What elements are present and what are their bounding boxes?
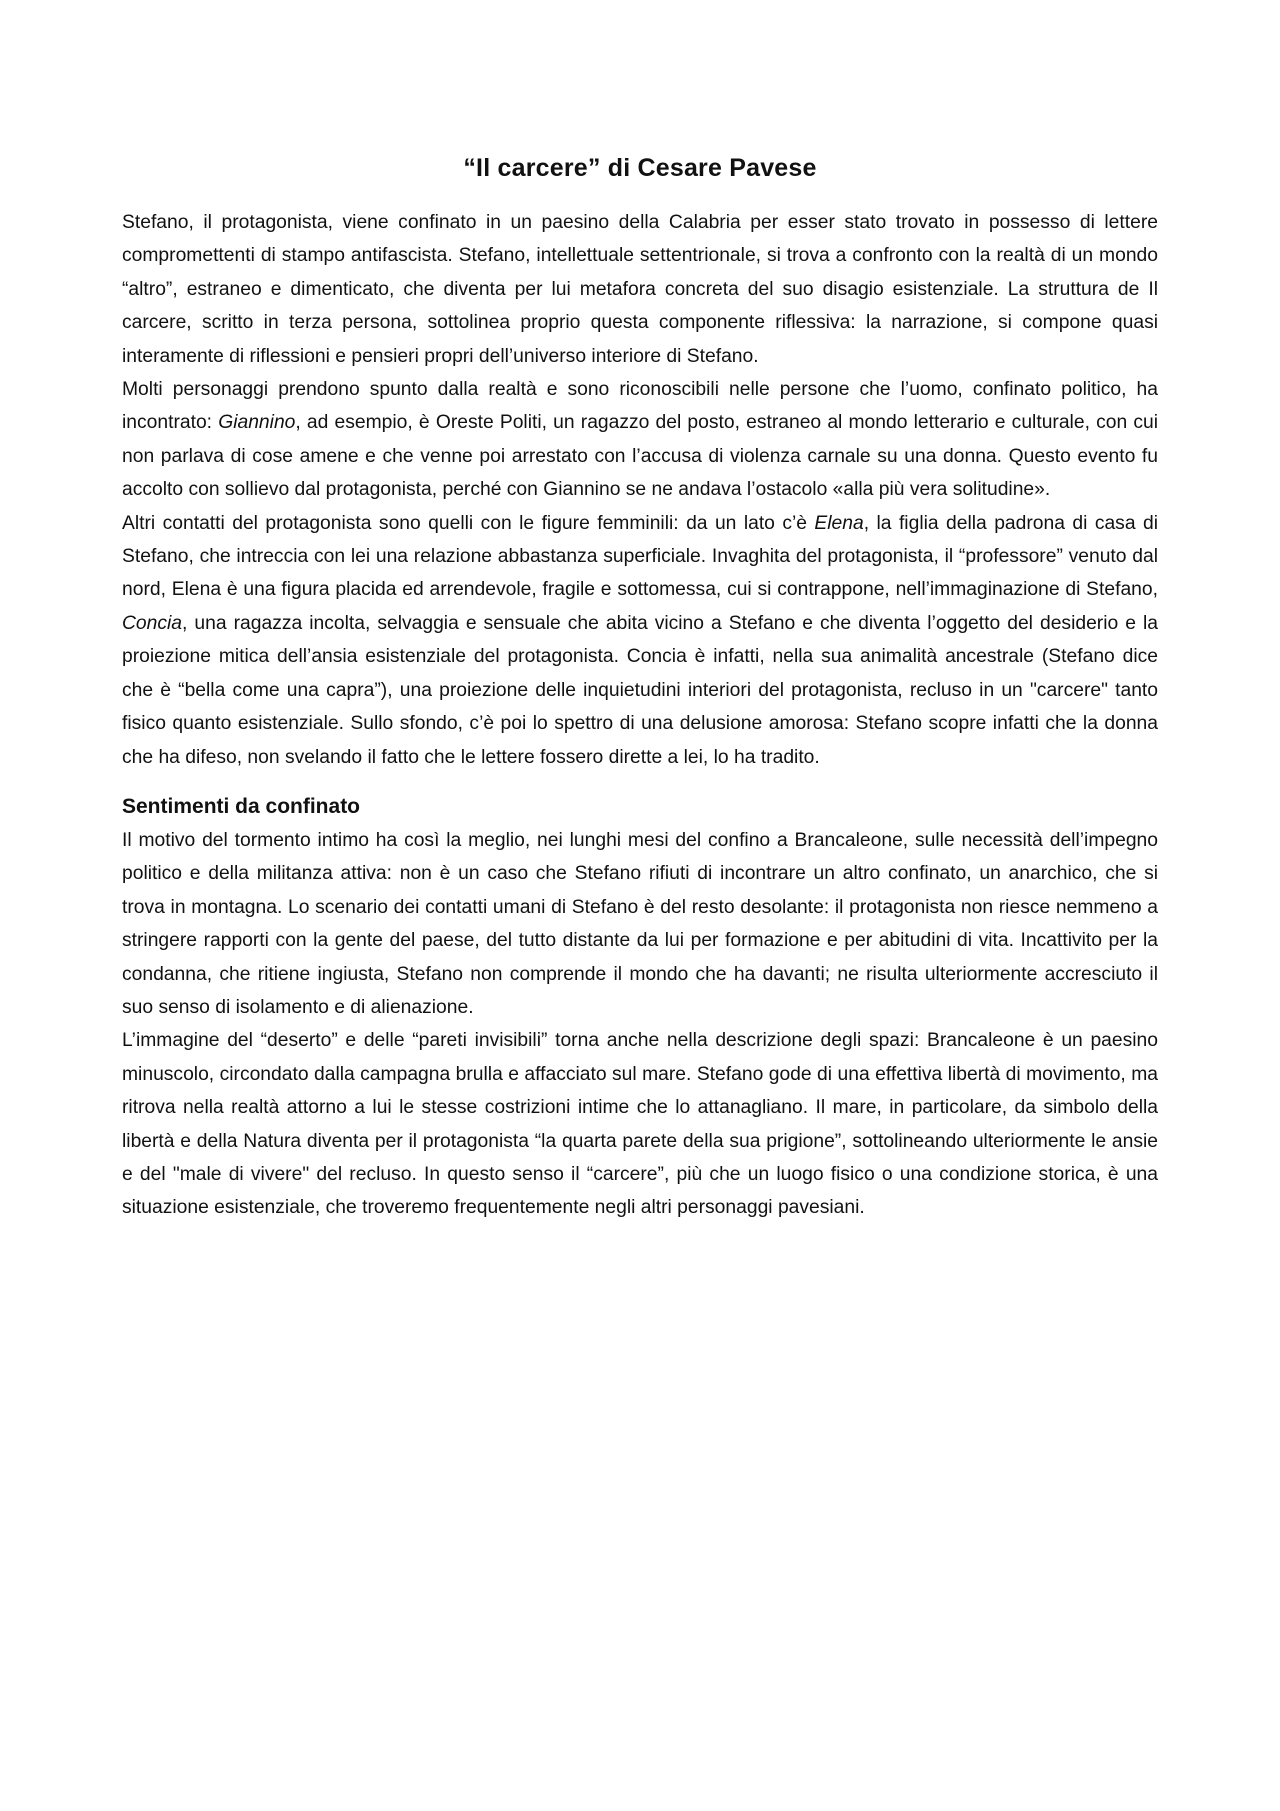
character-name-giannino: Giannino [218, 412, 296, 434]
paragraph-section-1 [122, 824, 1158, 1024]
text-segment: Stefano, il protagonista, viene confinato in un paesino della Calabria per esser stato trovato in possesso di lettere compromettenti di stampo antifascista. Stefano, intellettuale settentrionale, si trova a confronto con la realtà di un mondo “altro”, estraneo e dimenticato, che diventa per lui metafora concreta del suo disagio esistenziale. La struttura de Il carcere, scritto in terza persona, sottolinea proprio questa componente riflessiva: la narrazione, si compone quasi interamente di riflessioni e pensieri propri dell’universo interiore di Stefano. [122, 212, 1158, 367]
text-segment: , una ragazza incolta, selvaggia e sensuale che abita vicino a Stefano e che diventa l’oggetto del desiderio e la proiezione mitica dell’ansia esistenziale del protagonista. Concia è infatti, nella sua animalità ancestrale (Stefano dice che è “bella come una capra”), una proiezione delle inquietudini interiori del protagonista, recluso in un "carcere" tanto fisico quanto esistenziale. Sullo sfondo, c’è poi lo spettro di una delusione amorosa: Stefano scopre infatti che la donna che ha difeso, non svelando il fatto che le lettere fossero dirette a lei, lo ha tradito. [122, 612, 1158, 768]
text-segment: Altri contatti del protagonista sono quelli con le figure femminili: da un lato c’è [122, 512, 815, 534]
character-name-concia: Concia [122, 612, 183, 634]
document-title: “Il carcere” di Cesare Pavese [463, 154, 817, 182]
document-body [122, 150, 1158, 1225]
paragraph-intro-3 [122, 507, 1158, 774]
character-name-elena: Elena [814, 512, 864, 534]
section-heading: Sentimenti da confinato [122, 794, 361, 818]
text-segment: , ad esempio, è Oreste Politi, un ragazzo del posto, estraneo al mondo letterario e culturale, con cui non parlava di cose amene e che venne poi arrestato con l’accusa di violenza carnale su una donna. Questo evento fu accolto con sollievo dal protagonista, perché con Giannino se ne andava l’ostacolo «alla più vera solitudine». [122, 412, 1158, 501]
paragraph-section-2 [122, 1024, 1158, 1224]
text-segment: Il motivo del tormento intimo ha così la meglio, nei lunghi mesi del confino a Brancaleone, sulle necessità dell’impegno politico e della militanza attiva: non è un caso che Stefano rifiuti di incontrare un altro confinato, un anarchico, che si trova in montagna. Lo scenario dei contatti umani di Stefano è del resto desolante: il protagonista non riesce nemmeno a stringere rapporti con la gente del paese, del tutto distante da lui per formazione e per abitudini di vita. Incattivito per la condanna, che ritiene ingiusta, Stefano non comprende il mondo che ha davanti; ne risulta ulteriormente accresciuto il suo senso di isolamento e di alienazione. [122, 829, 1158, 1018]
paragraph-intro-1 [122, 206, 1158, 373]
text-segment: , la figlia della padrona di casa di Stefano, che intreccia con lei una relazione abbastanza superficiale. Invaghita del protagonista, il “professore” venuto dal nord, Elena è una figura placida ed arrendevole, fragile e sottomessa, cui si contrappone, nell’immaginazione di Stefano, [122, 512, 1158, 601]
text-segment: L’immagine del “deserto” e delle “pareti invisibili” torna anche nella descrizione degli spazi: Brancaleone è un paesino minuscolo, circondato dalla campagna brulla e affacciato sul mare. Stefano gode di una effettiva libertà di movimento, ma ritrova nella realtà attorno a lui le stesse costrizioni intime che lo attanagliano. Il mare, in particolare, da simbolo della libertà e della Natura diventa per il protagonista “la quarta parete della sua prigione”, sottolineando ulteriormente le ansie e del "male di vivere" del recluso. In questo senso il “carcere”, più che un luogo fisico o una condizione storica, è una situazione esistenziale, che troveremo frequentemente negli altri personaggi pavesiani. [122, 1030, 1158, 1219]
paragraph-intro-2 [122, 373, 1158, 507]
text-segment: Molti personaggi prendono spunto dalla realtà e sono riconoscibili nelle persone che l’uomo, confinato politico, ha incontrato: [122, 379, 1158, 434]
